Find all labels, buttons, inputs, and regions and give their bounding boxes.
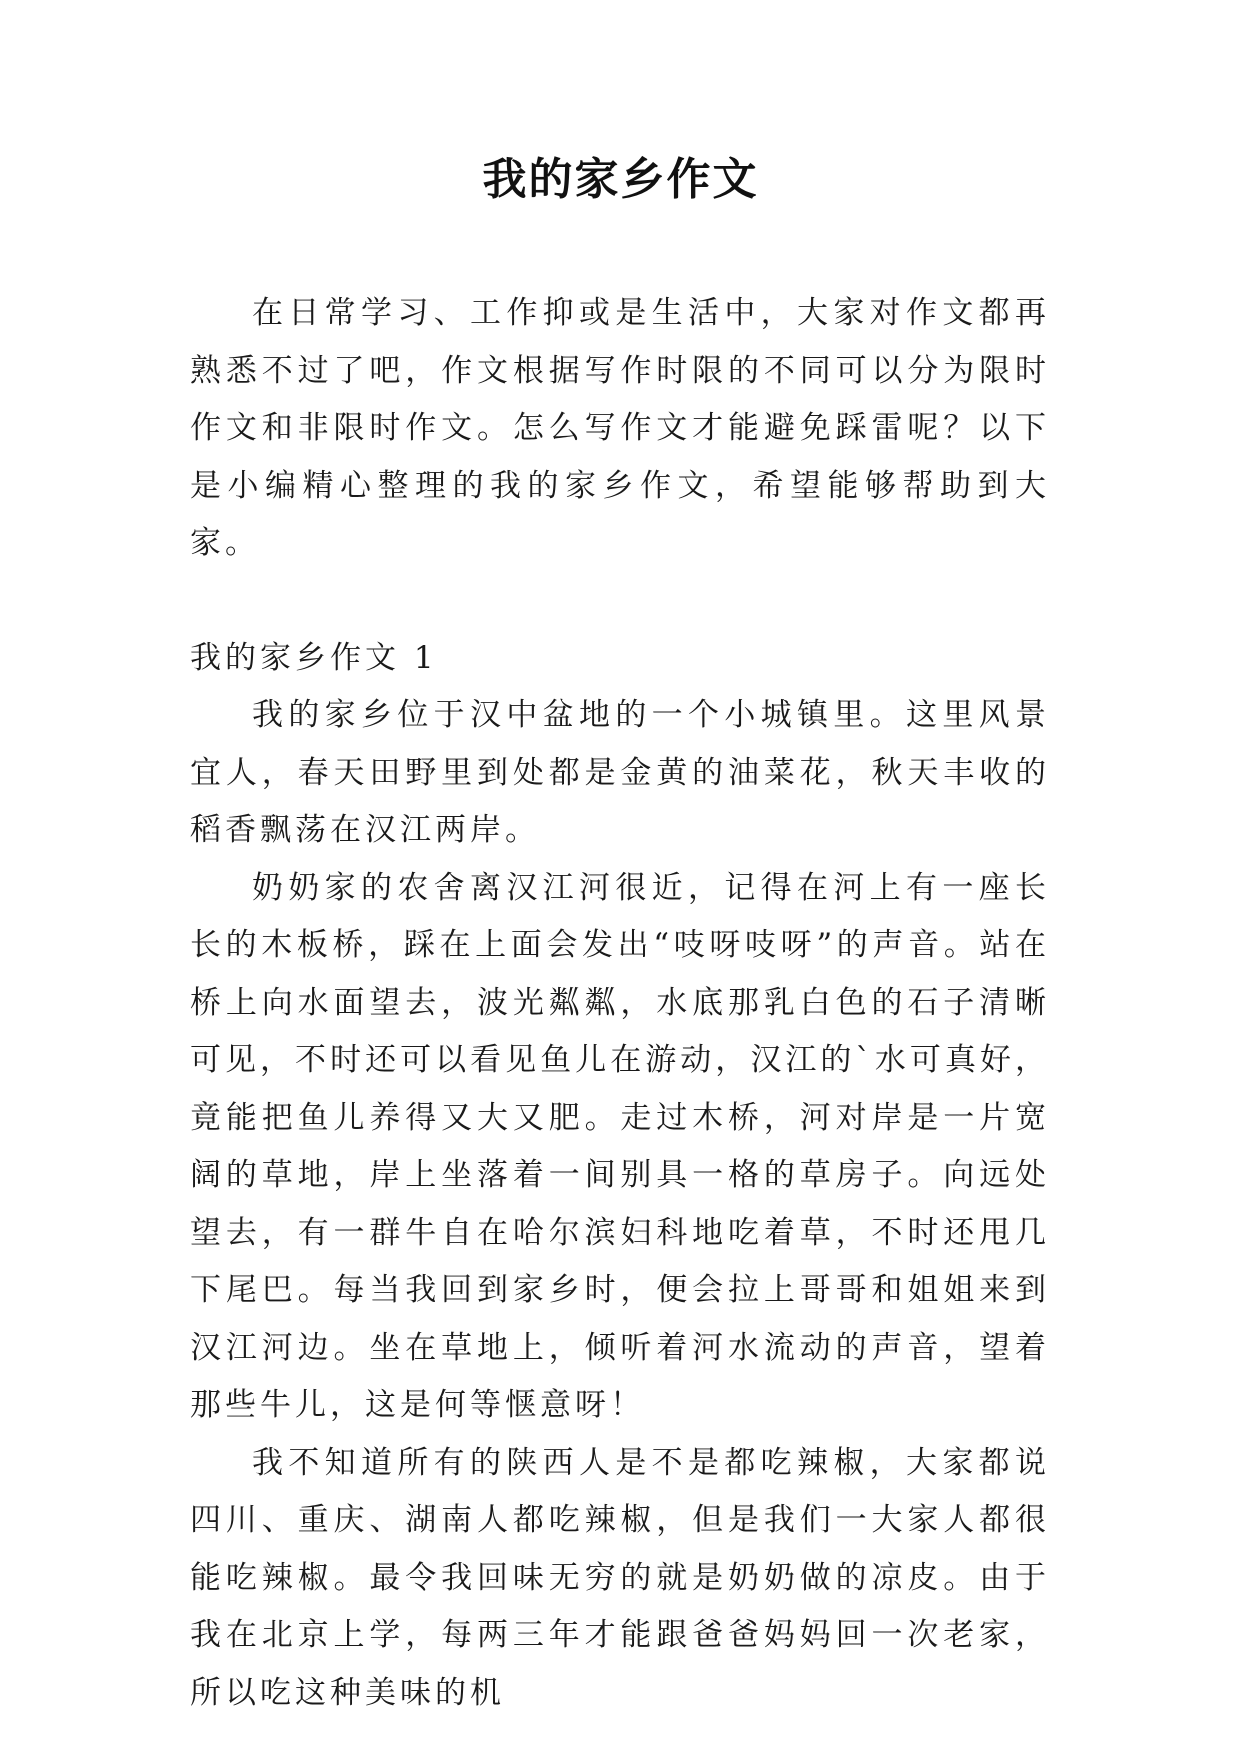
body-paragraph-3: 我不知道所有的陕西人是不是都吃辣椒，大家都说四川、重庆、湖南人都吃辣椒，但是我们一大家人都很能吃辣椒。最令我回味无穷的就是奶奶做的凉皮。由于我在北京上学，每两三年才能跟爸爸妈妈回一次老家，所以吃这种美味的机 <box>190 1444 1050 1711</box>
document-body <box>190 285 1050 1722</box>
body-paragraph-1: 我的家乡位于汉中盆地的一个小城镇里。这里风景宜人，春天田野里到处都是金黄的油菜花，秋天丰收的稻香飘荡在汉江两岸。 <box>190 697 1050 848</box>
intro-paragraph: 在日常学习、工作抑或是生活中，大家对作文都再熟悉不过了吧，作文根据写作时限的不同可以分为限时作文和非限时作文。怎么写作文才能避免踩雷呢？以下是小编精心整理的我的家乡作文，希望能够帮助到大家。 <box>190 295 1050 561</box>
document-title: 我的家乡作文 <box>482 154 759 205</box>
section-heading: 我的家乡作文 1 <box>190 639 438 676</box>
body-paragraph-2: 奶奶家的农舍离汉江河很近，记得在河上有一座长长的木板桥，踩在上面会发出“吱呀吱呀”的声音。站在桥上向水面望去，波光粼粼，水底那乳白色的石子清晰可见，不时还可以看见鱼儿在游动，汉江的`水可真好，竟能把鱼儿养得又大又肥。走过木桥，河对岸是一片宽阔的草地，岸上坐落着一间别具一格的草房子。向远处望去，有一群牛自在哈尔滨妇科地吃着草，不时还甩几下尾巴。每当我回到家乡时，便会拉上哥哥和姐姐来到汉江河边。坐在草地上，倾听着河水流动的声音，望着那些牛儿，这是何等惬意呀！ <box>190 869 1050 1423</box>
